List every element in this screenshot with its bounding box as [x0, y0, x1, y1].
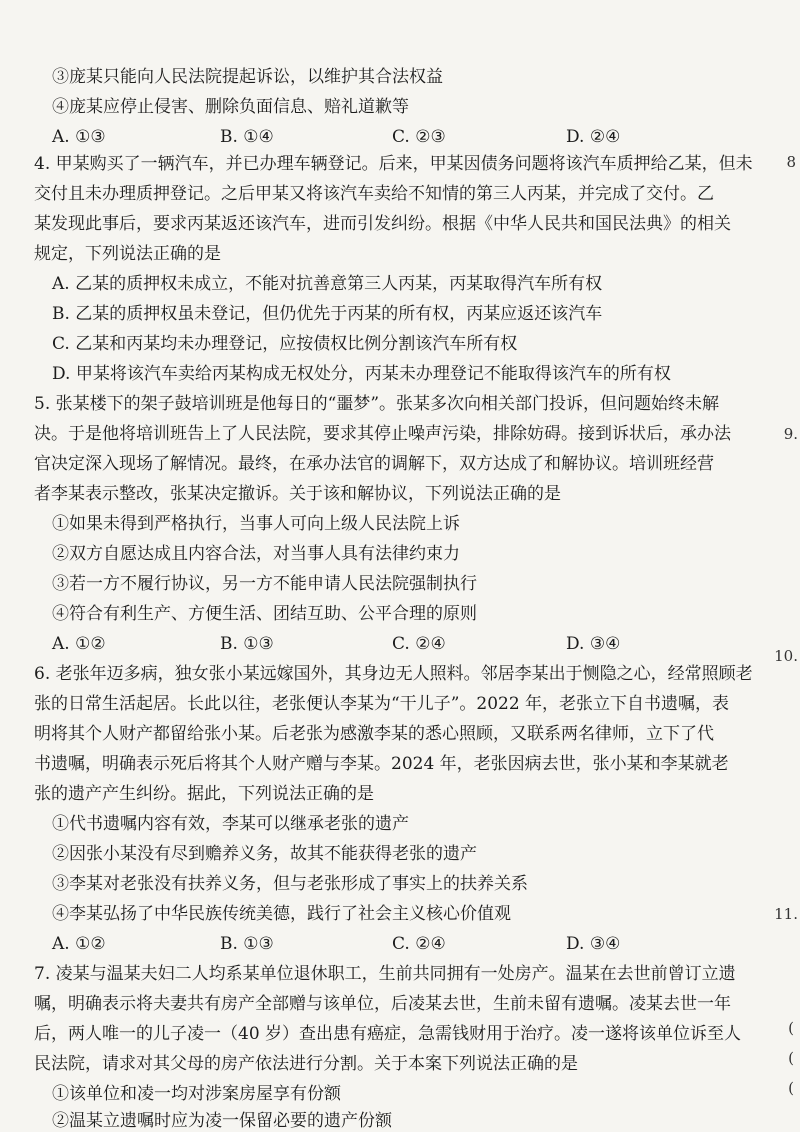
- q7-item-1: ①该单位和凌一均对涉案房屋享有份额: [52, 1084, 341, 1104]
- margin-paren-2: (: [788, 1049, 794, 1067]
- q7-stem-line-4: 民法院，请求对其父母的房产依法进行分割。关于本案下列说法正确的是: [34, 1054, 578, 1074]
- q5-stem-line-1: 5. 张某楼下的架子鼓培训班是他每日的“噩梦”。张某多次向相关部门投诉，但问题始终未解: [34, 394, 720, 414]
- q3-option-b: B. ①④: [220, 127, 274, 147]
- q3-item-4: ④庞某应停止侵害、删除负面信息、赔礼道歉等: [52, 97, 409, 117]
- margin-paren-3: (: [788, 1079, 794, 1097]
- q4-stem-line-4: 规定，下列说法正确的是: [34, 244, 221, 264]
- q3-option-a: A. ①③: [52, 127, 106, 147]
- q5-stem-line-3: 官决定深入现场了解情况。最终，在承办法官的调解下，双方达成了和解协议。培训班经营: [34, 454, 714, 474]
- q6-item-2: ②因张小某没有尽到赡养义务，故其不能获得老张的遗产: [52, 844, 477, 864]
- q5-option-c: C. ②④: [392, 634, 446, 654]
- q6-item-4: ④李某弘扬了中华民族传统美德，践行了社会主义核心价值观: [52, 904, 511, 924]
- q5-item-3: ③若一方不履行协议，另一方不能申请人民法院强制执行: [52, 574, 477, 594]
- q5-option-d: D. ③④: [566, 634, 621, 654]
- margin-number-8: 8: [786, 153, 796, 171]
- q7-stem-line-2: 嘱，明确表示将夫妻共有房产全部赠与该单位，后凌某去世，生前未留有遗嘱。凌某去世一年: [34, 994, 731, 1014]
- margin-number-11: 11.: [774, 905, 798, 923]
- q4-stem-line-3: 某发现此事后，要求丙某返还该汽车，进而引发纠纷。根据《中华人民共和国民法典》的相关: [34, 214, 731, 234]
- q3-option-c: C. ②③: [392, 127, 446, 147]
- q5-stem-line-4: 者李某表示整改，张某决定撤诉。关于该和解协议，下列说法正确的是: [34, 484, 561, 504]
- q4-option-c: C. 乙某和丙某均未办理登记，应按债权比例分割该汽车所有权: [52, 334, 518, 354]
- q6-option-a: A. ①②: [52, 934, 106, 954]
- margin-number-10: 10.: [774, 647, 798, 665]
- q6-stem-line-1: 6. 老张年迈多病，独女张小某远嫁国外，其身边无人照料。邻居李某出于恻隐之心，经常照顾老: [34, 664, 753, 684]
- q7-stem-line-1: 7. 凌某与温某夫妇二人均系某单位退休职工，生前共同拥有一处房产。温某在去世前曾订立遗: [34, 964, 736, 984]
- q6-item-1: ①代书遗嘱内容有效，李某可以继承老张的遗产: [52, 814, 409, 834]
- q5-item-4: ④符合有利生产、方便生活、团结互助、公平合理的原则: [52, 604, 477, 624]
- q3-option-d: D. ②④: [566, 127, 621, 147]
- q3-item-3: ③庞某只能向人民法院提起诉讼，以维护其合法权益: [52, 67, 443, 87]
- q6-stem-line-4: 书遗嘱，明确表示死后将其个人财产赠与李某。2024 年，老张因病去世，张小某和李某就老: [34, 754, 729, 774]
- q4-option-a: A. 乙某的质押权未成立，不能对抗善意第三人丙某，丙某取得汽车所有权: [52, 274, 603, 294]
- margin-number-9: 9.: [783, 425, 798, 443]
- q5-option-a: A. ①②: [52, 634, 106, 654]
- q6-option-d: D. ③④: [566, 934, 621, 954]
- q4-stem-line-1: 4. 甲某购买了一辆汽车，并已办理车辆登记。后来，甲某因债务问题将该汽车质押给乙某，但未: [34, 154, 753, 174]
- q7-stem-line-3: 后，两人唯一的儿子凌一（40 岁）查出患有癌症，急需钱财用于治疗。凌一遂将该单位诉至人: [34, 1024, 742, 1044]
- q6-item-3: ③李某对老张没有扶养义务，但与老张形成了事实上的扶养关系: [52, 874, 528, 894]
- q6-stem-line-2: 张的日常生活起居。长此以往，老张便认李某为“干儿子”。2022 年，老张立下自书遗嘱，表: [34, 694, 730, 714]
- q5-stem-line-2: 决。于是他将培训班告上了人民法院，要求其停止噪声污染，排除妨碍。接到诉状后，承办法: [34, 424, 731, 444]
- q4-option-b: B. 乙某的质押权虽未登记，但仍优先于丙某的所有权，丙某应返还该汽车: [52, 304, 603, 324]
- q4-option-d: D. 甲某将该汽车卖给丙某构成无权处分，丙某未办理登记不能取得该汽车的所有权: [52, 364, 671, 384]
- q6-option-c: C. ②④: [392, 934, 446, 954]
- q5-option-b: B. ①③: [220, 634, 274, 654]
- margin-paren-1: (: [788, 1019, 794, 1037]
- q5-item-1: ①如果未得到严格执行，当事人可向上级人民法院上诉: [52, 514, 460, 534]
- q6-option-b: B. ①③: [220, 934, 274, 954]
- q6-stem-line-3: 明将其个人财产都留给张小某。后老张为感激李某的悉心照顾，又联系两名律师，立下了代: [34, 724, 714, 744]
- q4-stem-line-2: 交付且未办理质押登记。之后甲某又将该汽车卖给不知情的第三人丙某，并完成了交付。乙: [34, 184, 714, 204]
- q6-stem-line-5: 张的遗产产生纠纷。据此，下列说法正确的是: [34, 784, 374, 804]
- q7-item-2: ②温某立遗嘱时应为凌一保留必要的遗产份额: [52, 1111, 392, 1131]
- q5-item-2: ②双方自愿达成且内容合法，对当事人具有法律约束力: [52, 544, 460, 564]
